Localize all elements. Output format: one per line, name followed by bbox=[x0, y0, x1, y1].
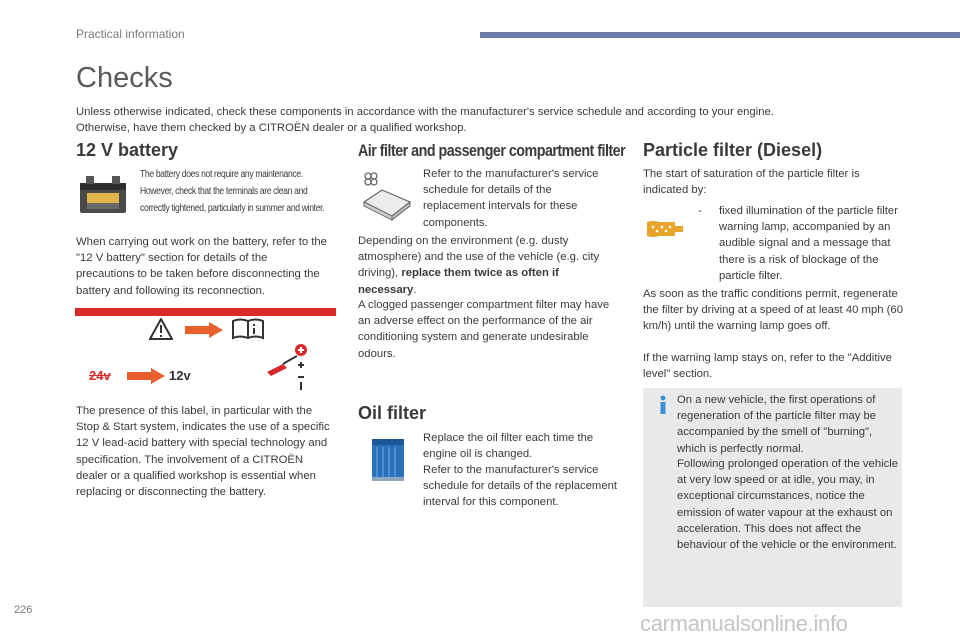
arrow-icon bbox=[185, 322, 223, 338]
particle-filter-heading: Particle filter (Diesel) bbox=[643, 140, 823, 160]
particle-filter-paragraph-1: The start of saturation of the particle filter is indicated by: bbox=[643, 168, 860, 197]
section-label: Practical information bbox=[76, 27, 185, 41]
oil-filter-icon bbox=[368, 433, 408, 485]
air-filter-para2-emphasis: replace them twice as often if necessary bbox=[358, 267, 559, 296]
oil-filter-paragraph-1: Replace the oil filter each time the engine oil is changed. bbox=[423, 432, 594, 461]
label-red-bar bbox=[75, 308, 336, 316]
particle-filter-warning-icon bbox=[645, 218, 685, 240]
air-filter-icon bbox=[360, 168, 412, 228]
intro-line-1: Unless otherwise indicated, check these components in accordance with the manufacturer's service schedule and according to your engine. bbox=[76, 106, 774, 118]
page-number: 226 bbox=[14, 604, 33, 616]
air-filter-heading: Air filter and passenger compartment filter bbox=[358, 141, 626, 160]
intro-line-2: Otherwise, have them checked by a CITROËN dealer or a qualified workshop. bbox=[76, 122, 467, 134]
air-filter-paragraph-3: A clogged passenger compartment filter may have an adverse effect on the performance of the air conditioning system and generate undesirable odours. bbox=[358, 299, 610, 360]
warning-triangle-icon bbox=[149, 318, 173, 340]
air-filter-paragraph-2 bbox=[358, 233, 620, 298]
jump-cable-icon bbox=[263, 342, 311, 392]
oil-filter-heading: Oil filter bbox=[358, 403, 427, 423]
air-filter-para2-end: . bbox=[413, 283, 417, 296]
info-icon bbox=[657, 395, 669, 415]
info-paragraph-2: Following prolonged operation of the vehicle at very low speed or at idle, you may, in exceptional circumstances, notice the emission of water vapour at the exhaust on acceleration. This does not affect the behaviour of the vehicle or the environment. bbox=[677, 458, 899, 552]
particle-filter-bullet: fixed illumination of the particle filter warning lamp, accompanied by an audible signal and a message that there is a risk of blockage of the particle filter. bbox=[719, 205, 898, 282]
battery-icon bbox=[77, 171, 129, 215]
page-title: Checks bbox=[76, 62, 173, 94]
particle-filter-paragraph-3: If the warning lamp stays on, refer to the "Additive level" section. bbox=[643, 352, 892, 381]
manual-book-icon bbox=[231, 318, 265, 340]
label-24v: 24v bbox=[89, 368, 111, 383]
arrow-icon-2 bbox=[127, 368, 165, 384]
air-filter-paragraph-1: Refer to the manufacturer's service schedule for details of the replacement intervals for these components. bbox=[423, 168, 599, 229]
watermark: carmanualsonline.info bbox=[640, 611, 848, 636]
battery-heading: 12 V battery bbox=[76, 140, 179, 160]
bullet-dash: - bbox=[698, 205, 702, 217]
air-filter-para2-start: Depending on the environment (e.g. dusty atmosphere) and the use of the vehicle (e.g. city driving), bbox=[358, 235, 600, 280]
info-box bbox=[643, 388, 902, 607]
label-12v: 12v bbox=[169, 368, 191, 383]
particle-filter-paragraph-2: As soon as the traffic conditions permit, regenerate the filter by driving at a speed of at least 40 mph (60 km/h) until the warning lamp goes off. bbox=[643, 288, 903, 333]
battery-paragraph-1: When carrying out work on the battery, refer to the "12 V battery" section for details of the precautions to be taken before disconnecting the battery and following its reconnection. bbox=[76, 236, 327, 297]
intro-text bbox=[76, 104, 916, 136]
battery-maintenance-note: The battery does not require any maintenance. However, check that the terminals are clean and correctly tightened, particularly in summer and winter. bbox=[140, 169, 325, 214]
oil-filter-paragraph-2: Refer to the manufacturer's service schedule for details of the replacement interval for this component. bbox=[423, 464, 618, 509]
battery-paragraph-2: The presence of this label, in particular with the Stop & Start system, indicates the use of a specific 12 V lead-acid battery with special technology and specification. The involvement of a CITROËN dealer or a qualified workshop is essential when replacing or disconnecting the battery. bbox=[76, 405, 330, 499]
header-bar bbox=[480, 32, 960, 38]
info-paragraph-1: On a new vehicle, the first operations of regeneration of the particle filter may be accompanied by the smell of "burning", which is perfectly normal. bbox=[677, 394, 877, 455]
battery-label-illustration bbox=[75, 308, 336, 395]
